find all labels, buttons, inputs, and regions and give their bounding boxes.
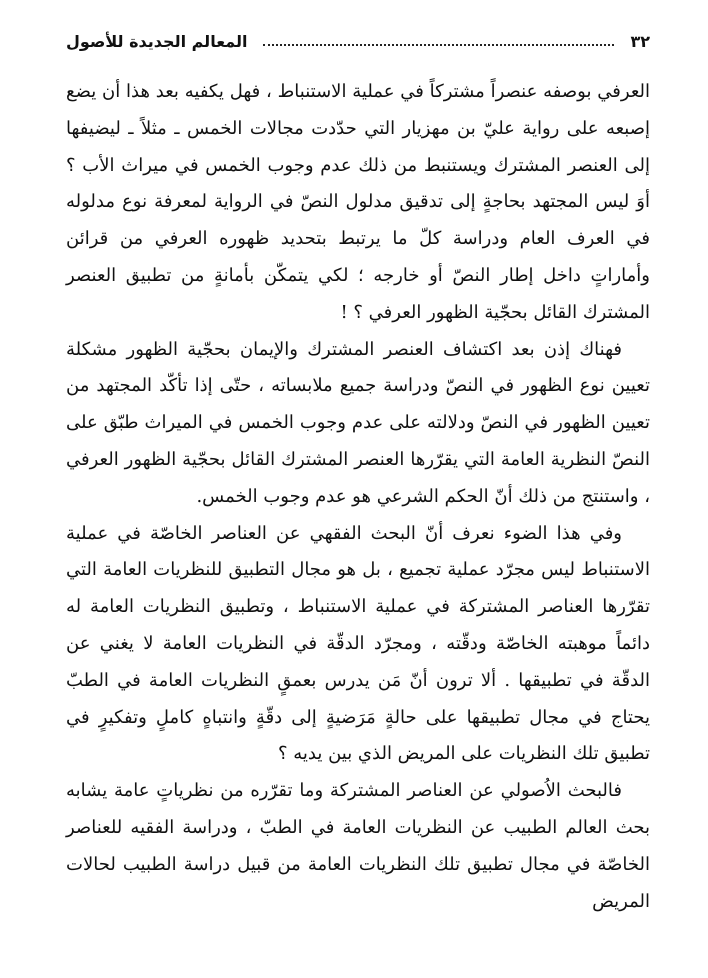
paragraph-3: وفي هذا الضوء نعرف أنّ البحث الفقهي عن العناصر الخاصّة في عملية الاستنباط ليس مجرّد عملية تجميع ، بل هو مجال التطبيق للنظريات العامة التي تقرّرها العناصر المشتركة في عملية الاستنباط ، وتطبيق النظريات العامة له دائماً موهبته الخاصّة ودقّته ، ومجرّد الدقّة في النظريات العامة لا يغني عن الدقّة في تطبيقها . ألا ترون أنّ مَن يدرس بعمقٍ النظريات العامة في الطبّ يحتاج في مجال تطبيقها على حالةٍ مَرَضيةٍ إلى دقّةٍ وانتباهٍ كاملٍ وتفكيرٍ في تطبيق تلك النظريات على المريض الذي بين يديه ؟ bbox=[66, 522, 650, 765]
body-text bbox=[66, 74, 650, 920]
page-header bbox=[66, 26, 650, 56]
paragraph-1: العرفي بوصفه عنصراً مشتركاً في عملية الاستنباط ، فهل يكفيه بعد هذا أن يضع إصبعه على رواية عليّ بن مهزيار التي حدّدت مجالات الخمس ـ مثلاً ـ ليضيفها إلى العنصر المشترك ويستنبط من ذلك عدم وجوب الخمس في ميراث الأب ؟ أوَ ليس المجتهد بحاجةٍ إلى تدقيق مدلول النصّ في الرواية لمعرفة نوع مدلوله في العرف العام ودراسة كلّ ما يرتبط بتحديد ظهوره العرفي من قرائن وأماراتٍ داخل إطار النصّ أو خارجه ؛ لكي يتمكّن بأمانةٍ من تطبيق العنصر المشترك القائل بحجّية الظهور العرفي ؟ ! bbox=[66, 81, 650, 323]
paragraph-4: فالبحث الاُصولي عن العناصر المشتركة وما تقرّره من نظرياتٍ عامة يشابه بحث العالم الطبيب عن النظريات العامة في الطبّ ، ودراسة الفقيه للعناصر الخاصّة في مجال تطبيق تلك النظريات العامة من قبيل دراسة الطبيب لحالات المريض bbox=[66, 780, 650, 912]
page-number: ٣٢ bbox=[630, 31, 650, 51]
running-title: المعالم الجديدة للأصول bbox=[66, 31, 248, 51]
dotted-leader bbox=[263, 44, 614, 46]
paragraph-2: فهناك إذن بعد اكتشاف العنصر المشترك والإيمان بحجّية الظهور مشكلة تعيين نوع الظهور في النصّ ودراسة جميع ملابساته ، حتّى إذا تأكّد المجتهد من تعيين الظهور في النصّ ودلالته على عدم وجوب الخمس في الميراث طبّق على النصّ النظرية العامة التي يقرّرها العنصر المشترك القائل بحجّية الظهور العرفي ، واستنتج من ذلك أنّ الحكم الشرعي هو عدم وجوب الخمس. bbox=[66, 338, 650, 507]
